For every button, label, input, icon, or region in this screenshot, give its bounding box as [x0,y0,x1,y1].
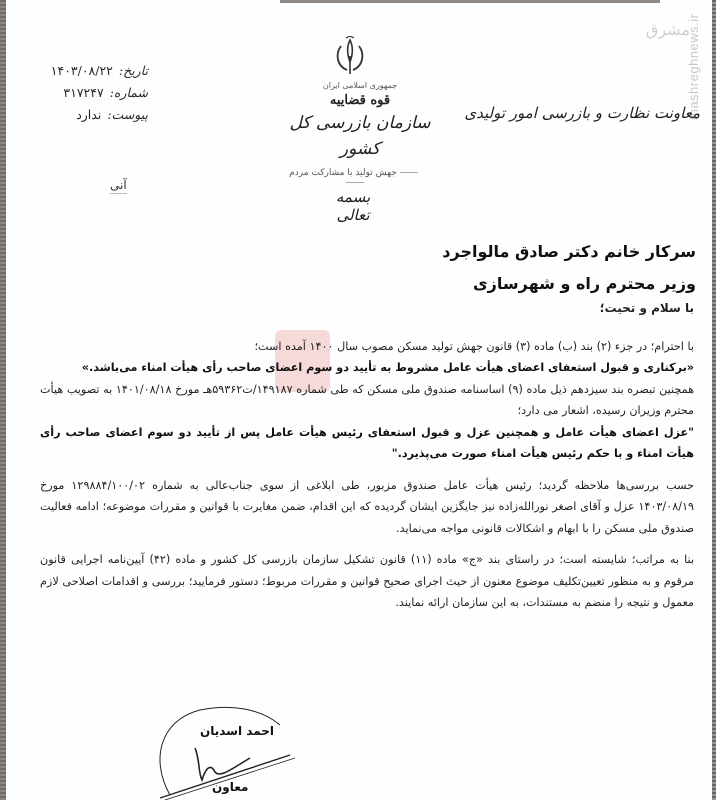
scan-edge-right [712,0,716,800]
iran-emblem-icon [325,36,375,80]
department-name: معاونت نظارت و بازرسی امور تولیدی [464,104,700,122]
scan-edge-left [0,0,6,800]
date-row [48,60,148,82]
signature-block [140,700,310,800]
attachment-value: ندارد [76,107,102,122]
country-name: جمهوری اسلامی ایران [322,81,398,90]
quote-1: «برکناری و قبول استعفای اعضای هیأت عامل مشروط به تأیید دو سوم اعضای صاحب رأی هیأت امناء می‌باشد.» [81,361,694,374]
letter-body [40,298,694,614]
watermark-logo-icon: مشرق [645,20,690,39]
slogan-text: جهش تولید با مشارکت مردم [289,168,397,178]
letter-meta [48,60,148,126]
invocation: بسمه تعالی [335,188,371,224]
paragraph-1: با احترام؛ در جزء (۲) بند (ب) ماده (۳) قانون جهش تولید مسکن مصوب سال ۱۴۰۰ آمده است؛ [254,339,694,353]
number-row [48,82,148,104]
greeting: با سلام و تحیت؛ [599,301,694,315]
priority-stamp: آنی [110,178,127,192]
quote-2: "عزل اعضای هیأت عامل و همچنین عزل و قبول استعفای رئیس هیأت عامل پس از تأیید دو سوم اعضای صاحب رأی هیأت امناء و با حکم رئیس هیأت امناء صورت می‌پذیرد." [40,425,694,460]
letterhead [270,80,450,162]
scan-edge-top [280,0,660,3]
attachment-label: پیوست: [107,107,148,122]
paragraph-4: بنا به مراتب؛ شایسته است؛ در راستای بند «ج» ماده (۱۱) قانون تشکیل سازمان بازرسی کل کشور و ماده (۴۲) آیین‌نامه اجرایی قانون مرقوم و به منظور تعیین‌تکلیف موضوع معنون از حیث اجرای صحیح قوانین و مقررات مربوط؛ دستور فرمایید؛ بررسی و اقدامات اصلاحی لازم معمول و نتیجه را منضم به مستندات، به این سازمان ارائه نمایند. [40,553,695,609]
addressee [296,236,696,300]
date-label: تاریخ: [118,63,148,78]
branch-name: قوه قضاییه [329,93,391,108]
slogan [285,168,425,188]
signatory-name: احمد اسدیان [200,724,275,738]
addressee-title: وزیر محترم راه و شهرسازی [473,274,696,293]
date-value: ۱۴۰۳/۰۸/۲۲ [50,63,113,78]
addressee-name: سرکار خانم دکتر صادق مالواجرد [442,242,696,261]
watermark-site: mashreghnews.ir [686,13,701,120]
paragraph-2: همچنین تبصره بند سیزدهم ذیل ماده (۹) اساسنامه صندوق ملی مسکن که طی شماره ۱۴۹۱۸۷/ت۵۹۳۶۲هـ مورخ ۱۴۰۱/۰۸/۱۸ به تصویب هیأت محترم وزیران رسیده، اشعار می دارد؛ [40,382,694,417]
signatory-title: معاون [212,780,249,794]
paragraph-3: حسب بررسی‌ها ملاحظه گردید؛ رئیس هیأت عامل صندوق مزبور، طی ابلاغی از سوی جناب‌عالی به شماره ۱۲۹۸۸۴/۱۰۰/۰۲ مورخ ۱۴۰۳/۰۸/۱۹ عزل و آقای اصغر نورالله‌زاده نیز جایگزین ایشان گردیده که این اقدام، ضمن مغایرت با قوانین و مقررات موضوعه؛ ادامه فعالیت صندوق ملی مسکن را با ابهام و اشکالات قانونی مواجه می‌نماید. [40,478,694,535]
organization-name: سازمان بازرسی کل کشور [289,113,431,159]
number-value: ۳۱۷۲۴۷ [63,85,104,100]
number-label: شماره: [109,85,148,100]
attachment-row [48,104,148,126]
